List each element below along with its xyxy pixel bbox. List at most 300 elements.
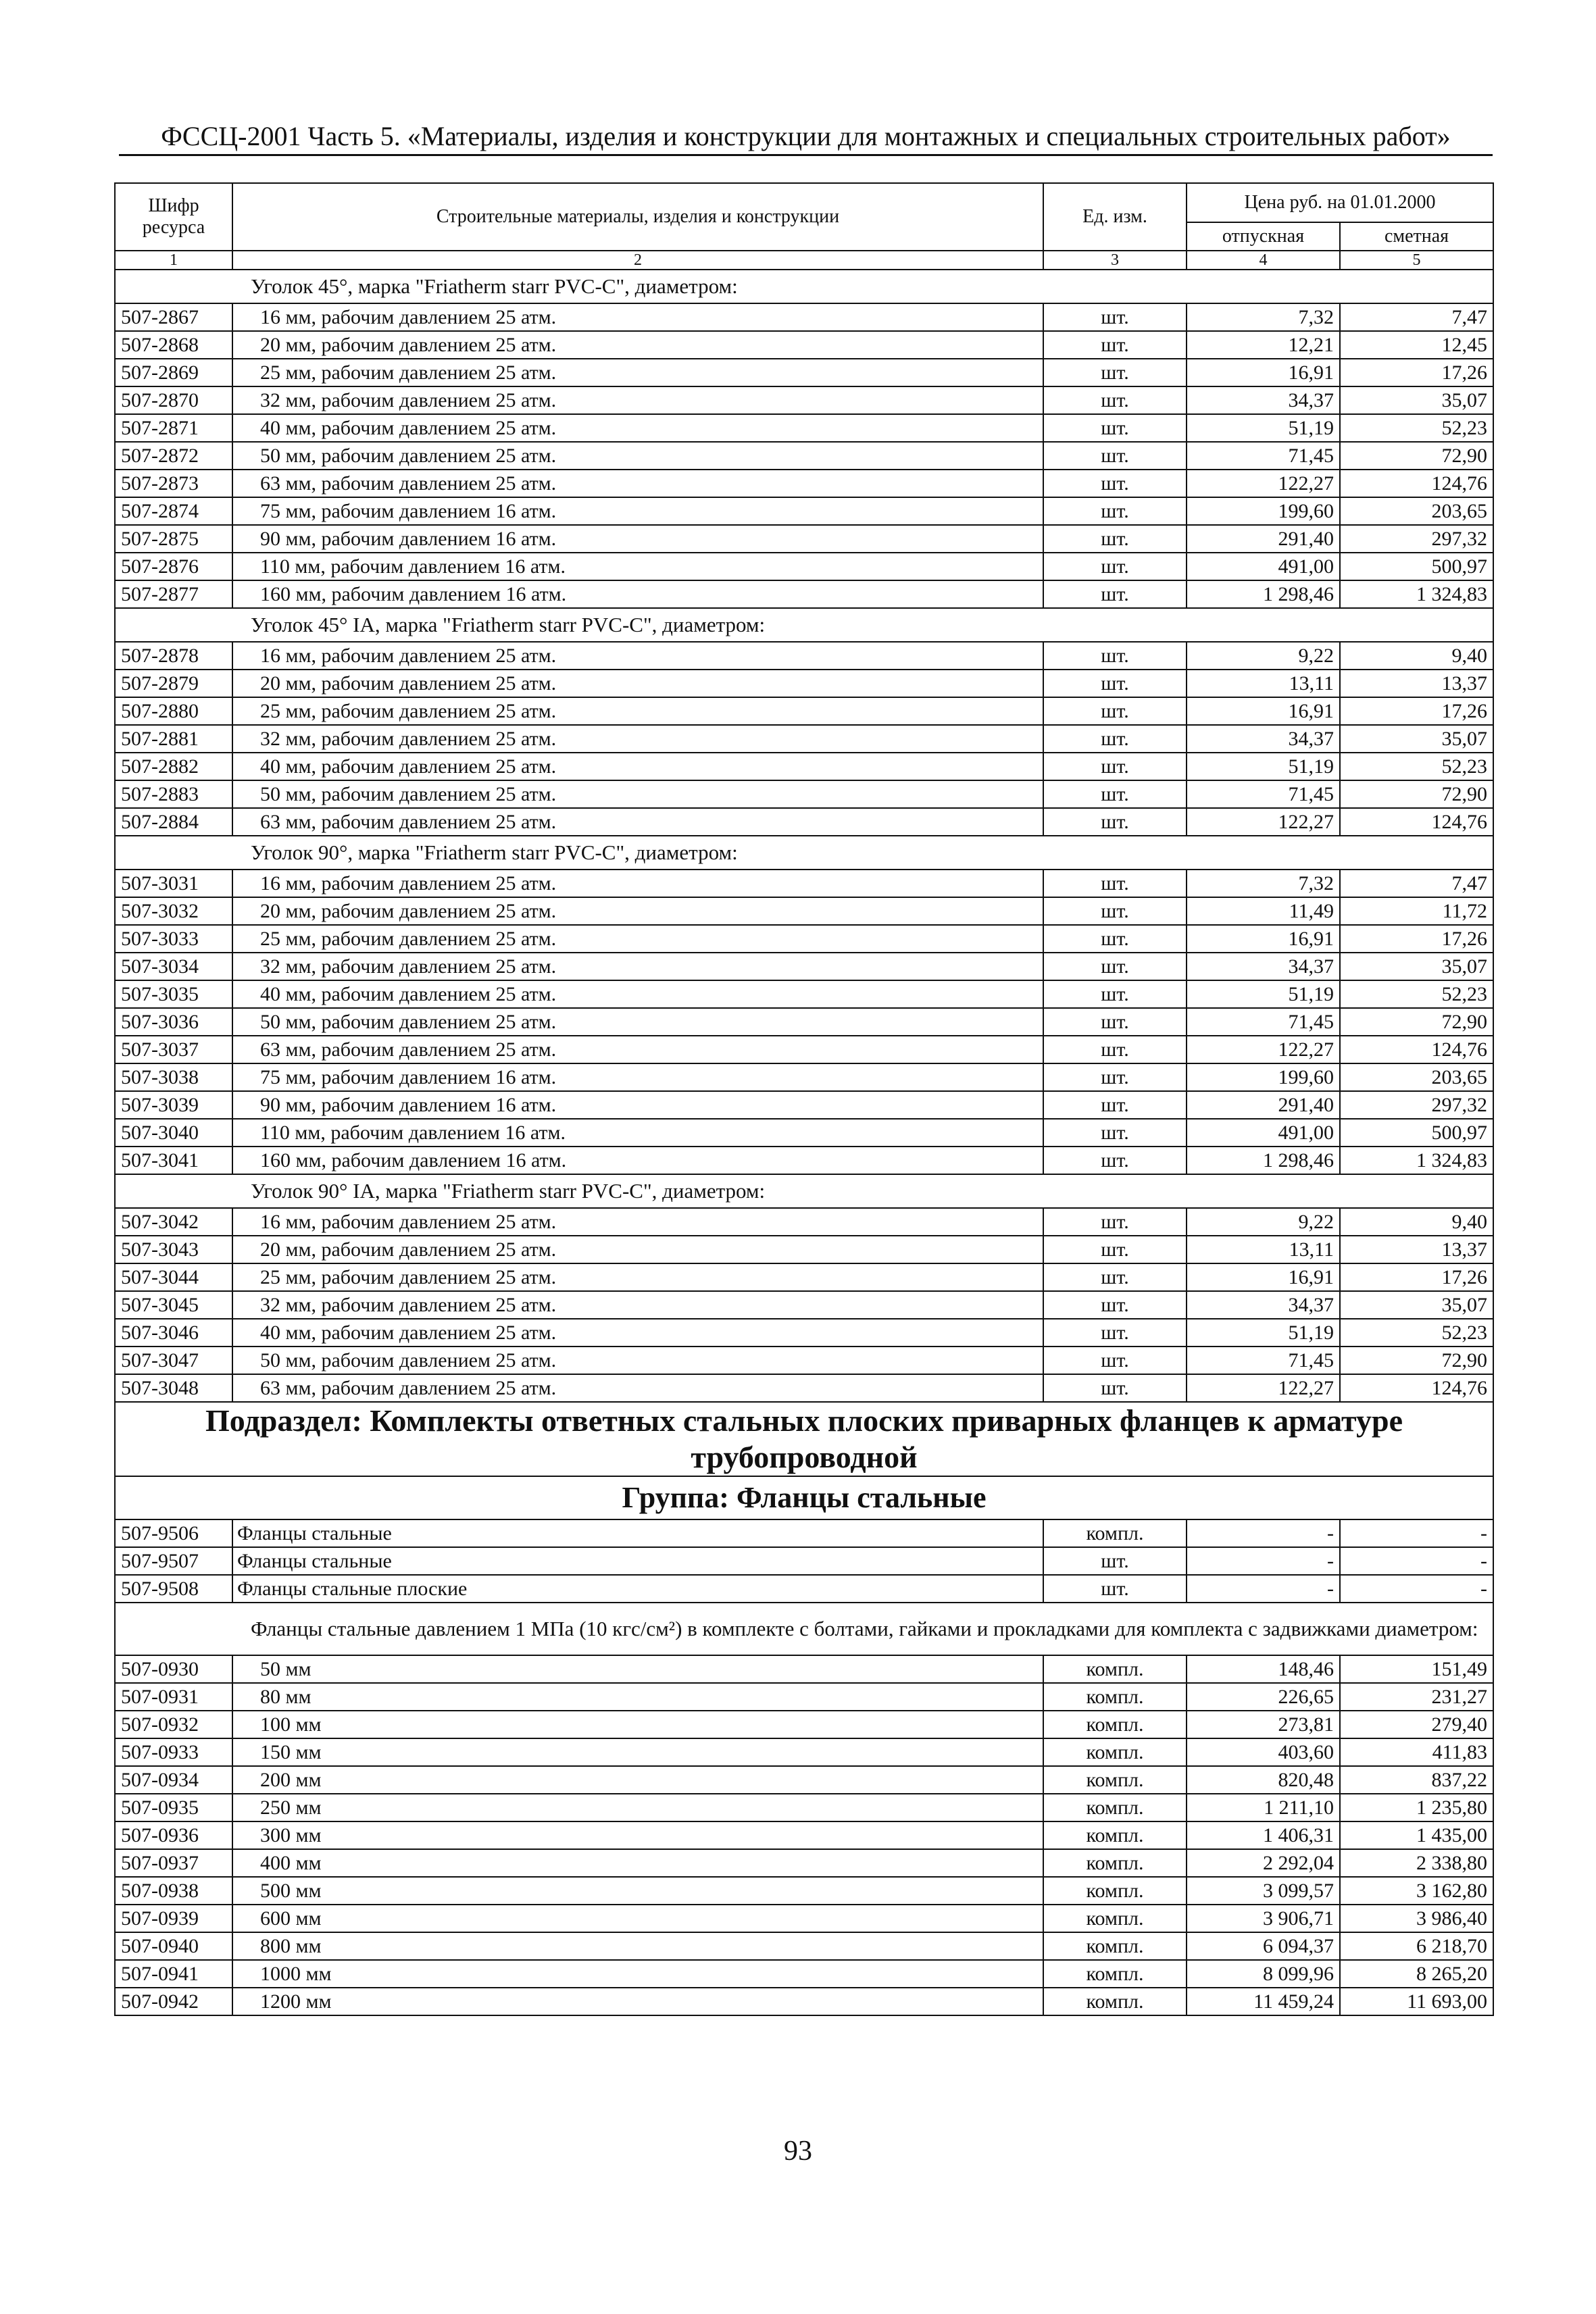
table-row bbox=[115, 1519, 1493, 1547]
item-name: 25 мм, рабочим давлением 25 атм. bbox=[232, 1263, 1043, 1291]
section-title: Уголок 45°, марка "Friatherm starr PVC-C", диаметром: bbox=[115, 270, 1493, 303]
resource-code: 507-3034 bbox=[115, 953, 232, 980]
resource-code: 507-2871 bbox=[115, 414, 232, 442]
price-release: 1 211,10 bbox=[1187, 1794, 1340, 1821]
table-row bbox=[115, 1063, 1493, 1091]
table-row bbox=[115, 980, 1493, 1008]
table-row bbox=[115, 1036, 1493, 1063]
unit: шт. bbox=[1043, 1236, 1187, 1263]
item-name: 20 мм, рабочим давлением 25 атм. bbox=[232, 897, 1043, 925]
price-release: 34,37 bbox=[1187, 725, 1340, 753]
unit: шт. bbox=[1043, 1091, 1187, 1119]
price-estimate: 837,22 bbox=[1340, 1766, 1493, 1794]
price-estimate: 1 435,00 bbox=[1340, 1821, 1493, 1849]
table-row bbox=[115, 303, 1493, 331]
price-estimate: 3 162,80 bbox=[1340, 1877, 1493, 1905]
resource-code: 507-2882 bbox=[115, 753, 232, 780]
unit: шт. bbox=[1043, 1263, 1187, 1291]
price-estimate: 1 324,83 bbox=[1340, 1147, 1493, 1174]
price-estimate: 52,23 bbox=[1340, 980, 1493, 1008]
table-row bbox=[115, 1008, 1493, 1036]
price-release: 491,00 bbox=[1187, 553, 1340, 580]
price-estimate: 411,83 bbox=[1340, 1738, 1493, 1766]
table-row bbox=[115, 1236, 1493, 1263]
item-name: 32 мм, рабочим давлением 25 атм. bbox=[232, 725, 1043, 753]
price-estimate: 72,90 bbox=[1340, 1347, 1493, 1374]
price-estimate: 203,65 bbox=[1340, 497, 1493, 525]
item-name: 150 мм bbox=[232, 1738, 1043, 1766]
unit: шт. bbox=[1043, 870, 1187, 897]
unit: шт. bbox=[1043, 442, 1187, 470]
price-estimate: 124,76 bbox=[1340, 1374, 1493, 1402]
price-release: 3 099,57 bbox=[1187, 1877, 1340, 1905]
section-title: Уголок 90° IA, марка "Friatherm starr PVC-C", диаметром: bbox=[115, 1174, 1493, 1208]
table-row bbox=[115, 870, 1493, 897]
unit: шт. bbox=[1043, 414, 1187, 442]
header-divider bbox=[119, 154, 1493, 156]
table-row bbox=[115, 642, 1493, 670]
resource-code: 507-9506 bbox=[115, 1519, 232, 1547]
group-title: Группа: Фланцы стальные bbox=[115, 1476, 1493, 1519]
price-estimate: 35,07 bbox=[1340, 953, 1493, 980]
table-row bbox=[115, 414, 1493, 442]
subsection-row bbox=[115, 1402, 1493, 1476]
resource-code: 507-2869 bbox=[115, 359, 232, 386]
unit: компл. bbox=[1043, 1960, 1187, 1988]
resource-code: 507-0934 bbox=[115, 1766, 232, 1794]
table-row bbox=[115, 1821, 1493, 1849]
price-estimate: 13,37 bbox=[1340, 670, 1493, 697]
price-estimate: 1 235,80 bbox=[1340, 1794, 1493, 1821]
table-row bbox=[115, 1347, 1493, 1374]
item-name: 16 мм, рабочим давлением 25 атм. bbox=[232, 870, 1043, 897]
price-release: 16,91 bbox=[1187, 697, 1340, 725]
unit: шт. bbox=[1043, 780, 1187, 808]
item-name: 32 мм, рабочим давлением 25 атм. bbox=[232, 1291, 1043, 1319]
item-name: 80 мм bbox=[232, 1683, 1043, 1711]
resource-code: 507-2876 bbox=[115, 553, 232, 580]
unit: шт. bbox=[1043, 1063, 1187, 1091]
resource-code: 507-3037 bbox=[115, 1036, 232, 1063]
table-row bbox=[115, 780, 1493, 808]
resource-code: 507-2873 bbox=[115, 470, 232, 497]
unit: шт. bbox=[1043, 670, 1187, 697]
item-name: 40 мм, рабочим давлением 25 атм. bbox=[232, 753, 1043, 780]
unit: шт. bbox=[1043, 1036, 1187, 1063]
item-name: 20 мм, рабочим давлением 25 атм. bbox=[232, 331, 1043, 359]
price-estimate: 151,49 bbox=[1340, 1655, 1493, 1683]
price-release: 226,65 bbox=[1187, 1683, 1340, 1711]
resource-code: 507-3031 bbox=[115, 870, 232, 897]
table-row bbox=[115, 1932, 1493, 1960]
table-row bbox=[115, 697, 1493, 725]
price-release: 51,19 bbox=[1187, 1319, 1340, 1347]
resource-code: 507-3039 bbox=[115, 1091, 232, 1119]
unit: компл. bbox=[1043, 1738, 1187, 1766]
resource-code: 507-2878 bbox=[115, 642, 232, 670]
unit: шт. bbox=[1043, 1347, 1187, 1374]
table-row bbox=[115, 1988, 1493, 2015]
unit: шт. bbox=[1043, 553, 1187, 580]
table-row bbox=[115, 725, 1493, 753]
price-estimate: 8 265,20 bbox=[1340, 1960, 1493, 1988]
item-name: 50 мм, рабочим давлением 25 атм. bbox=[232, 1008, 1043, 1036]
resource-code: 507-9508 bbox=[115, 1575, 232, 1603]
price-release: 13,11 bbox=[1187, 670, 1340, 697]
item-name: 800 мм bbox=[232, 1932, 1043, 1960]
price-release: 491,00 bbox=[1187, 1119, 1340, 1147]
resource-code: 507-3040 bbox=[115, 1119, 232, 1147]
price-estimate: 72,90 bbox=[1340, 1008, 1493, 1036]
resource-code: 507-3043 bbox=[115, 1236, 232, 1263]
table-row bbox=[115, 553, 1493, 580]
section-heading-row bbox=[115, 1603, 1493, 1655]
price-release: 16,91 bbox=[1187, 1263, 1340, 1291]
price-release: 16,91 bbox=[1187, 359, 1340, 386]
item-name: 25 мм, рабочим давлением 25 атм. bbox=[232, 925, 1043, 953]
price-estimate: 11 693,00 bbox=[1340, 1988, 1493, 2015]
resource-code: 507-2880 bbox=[115, 697, 232, 725]
header-name: Строительные материалы, изделия и конструкции bbox=[232, 183, 1043, 251]
price-release: 11 459,24 bbox=[1187, 1988, 1340, 2015]
price-estimate: - bbox=[1340, 1519, 1493, 1547]
resource-code: 507-0933 bbox=[115, 1738, 232, 1766]
price-estimate: 297,32 bbox=[1340, 1091, 1493, 1119]
header-price-estimate: сметная bbox=[1340, 222, 1493, 251]
unit: шт. bbox=[1043, 808, 1187, 836]
price-estimate: 17,26 bbox=[1340, 697, 1493, 725]
unit: шт. bbox=[1043, 525, 1187, 553]
resource-code: 507-3045 bbox=[115, 1291, 232, 1319]
unit: компл. bbox=[1043, 1932, 1187, 1960]
unit: шт. bbox=[1043, 331, 1187, 359]
unit: шт. bbox=[1043, 1575, 1187, 1603]
resource-code: 507-0932 bbox=[115, 1711, 232, 1738]
subsection-title: Подраздел: Комплекты ответных стальных плоских приварных фланцев к арматуре трубопроводной bbox=[115, 1402, 1493, 1476]
resource-code: 507-0931 bbox=[115, 1683, 232, 1711]
item-name: Фланцы стальные bbox=[232, 1519, 1043, 1547]
resource-code: 507-2872 bbox=[115, 442, 232, 470]
unit: шт. bbox=[1043, 925, 1187, 953]
unit: шт. bbox=[1043, 470, 1187, 497]
unit: шт. bbox=[1043, 897, 1187, 925]
item-name: 32 мм, рабочим давлением 25 атм. bbox=[232, 953, 1043, 980]
table-row bbox=[115, 359, 1493, 386]
price-estimate: 52,23 bbox=[1340, 414, 1493, 442]
unit: шт. bbox=[1043, 303, 1187, 331]
resource-code: 507-2881 bbox=[115, 725, 232, 753]
table-row bbox=[115, 386, 1493, 414]
table-row bbox=[115, 1655, 1493, 1683]
item-name: 50 мм, рабочим давлением 25 атм. bbox=[232, 1347, 1043, 1374]
price-estimate: 12,45 bbox=[1340, 331, 1493, 359]
price-release: 71,45 bbox=[1187, 1347, 1340, 1374]
item-name: Фланцы стальные плоские bbox=[232, 1575, 1043, 1603]
price-estimate: 1 324,83 bbox=[1340, 580, 1493, 608]
item-name: 20 мм, рабочим давлением 25 атм. bbox=[232, 670, 1043, 697]
resource-code: 507-0937 bbox=[115, 1849, 232, 1877]
table-row bbox=[115, 1291, 1493, 1319]
price-release: 1 298,46 bbox=[1187, 580, 1340, 608]
unit: шт. bbox=[1043, 1208, 1187, 1236]
unit: шт. bbox=[1043, 1119, 1187, 1147]
item-name: 400 мм bbox=[232, 1849, 1043, 1877]
table-row bbox=[115, 1794, 1493, 1821]
price-estimate: 17,26 bbox=[1340, 1263, 1493, 1291]
price-estimate: 9,40 bbox=[1340, 642, 1493, 670]
price-release: 291,40 bbox=[1187, 1091, 1340, 1119]
item-name: 110 мм, рабочим давлением 16 атм. bbox=[232, 553, 1043, 580]
price-estimate: 9,40 bbox=[1340, 1208, 1493, 1236]
item-name: 1000 мм bbox=[232, 1960, 1043, 1988]
price-release: 51,19 bbox=[1187, 980, 1340, 1008]
price-estimate: 500,97 bbox=[1340, 1119, 1493, 1147]
unit: компл. bbox=[1043, 1711, 1187, 1738]
price-estimate: 7,47 bbox=[1340, 870, 1493, 897]
section-heading-row bbox=[115, 608, 1493, 642]
unit: шт. bbox=[1043, 386, 1187, 414]
item-name: 75 мм, рабочим давлением 16 атм. bbox=[232, 1063, 1043, 1091]
section-title: Фланцы стальные давлением 1 МПа (10 кгс/см²) в комплекте с болтами, гайками и прокладками для комплекта с задвижками диаметром: bbox=[115, 1603, 1493, 1655]
resource-code: 507-3046 bbox=[115, 1319, 232, 1347]
resource-code: 507-0935 bbox=[115, 1794, 232, 1821]
resource-code: 507-2874 bbox=[115, 497, 232, 525]
item-name: 25 мм, рабочим давлением 25 атм. bbox=[232, 697, 1043, 725]
price-estimate: 52,23 bbox=[1340, 753, 1493, 780]
item-name: 160 мм, рабочим давлением 16 атм. bbox=[232, 1147, 1043, 1174]
price-estimate: 279,40 bbox=[1340, 1711, 1493, 1738]
unit: шт. bbox=[1043, 359, 1187, 386]
table-row bbox=[115, 1374, 1493, 1402]
unit: компл. bbox=[1043, 1683, 1187, 1711]
price-estimate: 500,97 bbox=[1340, 553, 1493, 580]
item-name: 200 мм bbox=[232, 1766, 1043, 1794]
section-heading-row bbox=[115, 270, 1493, 303]
unit: шт. bbox=[1043, 753, 1187, 780]
unit: шт. bbox=[1043, 1147, 1187, 1174]
table-row bbox=[115, 670, 1493, 697]
price-estimate: 13,37 bbox=[1340, 1236, 1493, 1263]
unit: шт. bbox=[1043, 497, 1187, 525]
header-code: Шифр ресурса bbox=[115, 183, 232, 251]
table-row bbox=[115, 1208, 1493, 1236]
price-release: 403,60 bbox=[1187, 1738, 1340, 1766]
item-name: 32 мм, рабочим давлением 25 атм. bbox=[232, 386, 1043, 414]
item-name: 40 мм, рабочим давлением 25 атм. bbox=[232, 1319, 1043, 1347]
price-release: 7,32 bbox=[1187, 870, 1340, 897]
price-release: 122,27 bbox=[1187, 1374, 1340, 1402]
unit: компл. bbox=[1043, 1794, 1187, 1821]
unit: шт. bbox=[1043, 1547, 1187, 1575]
price-estimate: 124,76 bbox=[1340, 470, 1493, 497]
price-estimate: 72,90 bbox=[1340, 442, 1493, 470]
table-row bbox=[115, 331, 1493, 359]
price-release: 51,19 bbox=[1187, 753, 1340, 780]
price-release: 9,22 bbox=[1187, 642, 1340, 670]
table-row bbox=[115, 1711, 1493, 1738]
unit: шт. bbox=[1043, 642, 1187, 670]
resource-code: 507-3048 bbox=[115, 1374, 232, 1402]
resource-code: 507-0941 bbox=[115, 1960, 232, 1988]
price-estimate: 72,90 bbox=[1340, 780, 1493, 808]
resource-code: 507-2868 bbox=[115, 331, 232, 359]
resource-code: 507-2867 bbox=[115, 303, 232, 331]
item-name: 50 мм, рабочим давлением 25 атм. bbox=[232, 442, 1043, 470]
table-row bbox=[115, 897, 1493, 925]
resource-code: 507-3033 bbox=[115, 925, 232, 953]
price-release: 199,60 bbox=[1187, 497, 1340, 525]
price-estimate: 17,26 bbox=[1340, 359, 1493, 386]
price-release: 273,81 bbox=[1187, 1711, 1340, 1738]
item-name: 20 мм, рабочим давлением 25 атм. bbox=[232, 1236, 1043, 1263]
item-name: 16 мм, рабочим давлением 25 атм. bbox=[232, 642, 1043, 670]
price-release: - bbox=[1187, 1547, 1340, 1575]
table-row bbox=[115, 1147, 1493, 1174]
price-release: 34,37 bbox=[1187, 386, 1340, 414]
item-name: 63 мм, рабочим давлением 25 атм. bbox=[232, 1374, 1043, 1402]
item-name: 40 мм, рабочим давлением 25 атм. bbox=[232, 414, 1043, 442]
resource-code: 507-0940 bbox=[115, 1932, 232, 1960]
resource-code: 507-2877 bbox=[115, 580, 232, 608]
table-row bbox=[115, 525, 1493, 553]
resource-code: 507-3044 bbox=[115, 1263, 232, 1291]
column-number: 2 bbox=[232, 251, 1043, 270]
resource-code: 507-0942 bbox=[115, 1988, 232, 2015]
page-number: 93 bbox=[784, 2136, 812, 2167]
resource-code: 507-0936 bbox=[115, 1821, 232, 1849]
page-header: ФССЦ-2001 Часть 5. «Материалы, изделия и конструкции для монтажных и специальных строительных работ» bbox=[161, 121, 1451, 151]
unit: компл. bbox=[1043, 1655, 1187, 1683]
header-price-group: Цена руб. на 01.01.2000 bbox=[1187, 183, 1493, 222]
price-table bbox=[114, 182, 1494, 2016]
item-name: 63 мм, рабочим давлением 25 атм. bbox=[232, 470, 1043, 497]
price-release: 51,19 bbox=[1187, 414, 1340, 442]
resource-code: 507-2875 bbox=[115, 525, 232, 553]
resource-code: 507-3036 bbox=[115, 1008, 232, 1036]
unit: компл. bbox=[1043, 1766, 1187, 1794]
price-estimate: 35,07 bbox=[1340, 1291, 1493, 1319]
resource-code: 507-3047 bbox=[115, 1347, 232, 1374]
price-release: 122,27 bbox=[1187, 808, 1340, 836]
table-row bbox=[115, 470, 1493, 497]
table-row bbox=[115, 1766, 1493, 1794]
price-estimate: 35,07 bbox=[1340, 725, 1493, 753]
price-release: 1 298,46 bbox=[1187, 1147, 1340, 1174]
unit: компл. bbox=[1043, 1849, 1187, 1877]
resource-code: 507-3035 bbox=[115, 980, 232, 1008]
item-name: Фланцы стальные bbox=[232, 1547, 1043, 1575]
price-release: 12,21 bbox=[1187, 331, 1340, 359]
price-release: 122,27 bbox=[1187, 470, 1340, 497]
item-name: 100 мм bbox=[232, 1711, 1043, 1738]
resource-code: 507-9507 bbox=[115, 1547, 232, 1575]
price-release: 7,32 bbox=[1187, 303, 1340, 331]
table-row bbox=[115, 1319, 1493, 1347]
item-name: 110 мм, рабочим давлением 16 атм. bbox=[232, 1119, 1043, 1147]
price-estimate: 203,65 bbox=[1340, 1063, 1493, 1091]
item-name: 1200 мм bbox=[232, 1988, 1043, 2015]
item-name: 63 мм, рабочим давлением 25 атм. bbox=[232, 1036, 1043, 1063]
unit: шт. bbox=[1043, 1291, 1187, 1319]
price-release: 71,45 bbox=[1187, 442, 1340, 470]
price-release: 148,46 bbox=[1187, 1655, 1340, 1683]
price-estimate: 17,26 bbox=[1340, 925, 1493, 953]
column-number: 5 bbox=[1340, 251, 1493, 270]
price-estimate: 297,32 bbox=[1340, 525, 1493, 553]
unit: шт. bbox=[1043, 725, 1187, 753]
table-row bbox=[115, 1091, 1493, 1119]
table-row bbox=[115, 1849, 1493, 1877]
item-name: 160 мм, рабочим давлением 16 атм. bbox=[232, 580, 1043, 608]
table-row bbox=[115, 1738, 1493, 1766]
resource-code: 507-0930 bbox=[115, 1655, 232, 1683]
resource-code: 507-2883 bbox=[115, 780, 232, 808]
column-number: 3 bbox=[1043, 251, 1187, 270]
item-name: 63 мм, рабочим давлением 25 атм. bbox=[232, 808, 1043, 836]
item-name: 90 мм, рабочим давлением 16 атм. bbox=[232, 1091, 1043, 1119]
unit: шт. bbox=[1043, 580, 1187, 608]
price-release: 34,37 bbox=[1187, 953, 1340, 980]
price-estimate: 3 986,40 bbox=[1340, 1905, 1493, 1932]
section-title: Уголок 45° IA, марка "Friatherm starr PVC-C", диаметром: bbox=[115, 608, 1493, 642]
item-name: 600 мм bbox=[232, 1905, 1043, 1932]
price-release: 3 906,71 bbox=[1187, 1905, 1340, 1932]
item-name: 90 мм, рабочим давлением 16 атм. bbox=[232, 525, 1043, 553]
item-name: 16 мм, рабочим давлением 25 атм. bbox=[232, 303, 1043, 331]
resource-code: 507-0938 bbox=[115, 1877, 232, 1905]
column-number: 4 bbox=[1187, 251, 1340, 270]
resource-code: 507-3032 bbox=[115, 897, 232, 925]
resource-code: 507-3042 bbox=[115, 1208, 232, 1236]
table-row bbox=[115, 1683, 1493, 1711]
price-estimate: 7,47 bbox=[1340, 303, 1493, 331]
item-name: 500 мм bbox=[232, 1877, 1043, 1905]
resource-code: 507-2870 bbox=[115, 386, 232, 414]
price-release: 71,45 bbox=[1187, 1008, 1340, 1036]
item-name: 250 мм bbox=[232, 1794, 1043, 1821]
table-row bbox=[115, 442, 1493, 470]
header-unit: Ед. изм. bbox=[1043, 183, 1187, 251]
table-row bbox=[115, 1263, 1493, 1291]
item-name: 50 мм bbox=[232, 1655, 1043, 1683]
table-row bbox=[115, 580, 1493, 608]
price-release: 199,60 bbox=[1187, 1063, 1340, 1091]
item-name: 16 мм, рабочим давлением 25 атм. bbox=[232, 1208, 1043, 1236]
item-name: 50 мм, рабочим давлением 25 атм. bbox=[232, 780, 1043, 808]
table-row bbox=[115, 1575, 1493, 1603]
table-row bbox=[115, 1547, 1493, 1575]
price-release: 9,22 bbox=[1187, 1208, 1340, 1236]
unit: компл. bbox=[1043, 1905, 1187, 1932]
price-estimate: 52,23 bbox=[1340, 1319, 1493, 1347]
item-name: 300 мм bbox=[232, 1821, 1043, 1849]
table-row bbox=[115, 808, 1493, 836]
table-row bbox=[115, 1877, 1493, 1905]
unit: компл. bbox=[1043, 1988, 1187, 2015]
table-row bbox=[115, 753, 1493, 780]
price-estimate: 124,76 bbox=[1340, 1036, 1493, 1063]
resource-code: 507-0939 bbox=[115, 1905, 232, 1932]
price-release: 11,49 bbox=[1187, 897, 1340, 925]
price-estimate: - bbox=[1340, 1575, 1493, 1603]
resource-code: 507-3038 bbox=[115, 1063, 232, 1091]
price-release: 122,27 bbox=[1187, 1036, 1340, 1063]
price-estimate: 231,27 bbox=[1340, 1683, 1493, 1711]
column-number: 1 bbox=[115, 251, 232, 270]
table-row bbox=[115, 497, 1493, 525]
price-release: 6 094,37 bbox=[1187, 1932, 1340, 1960]
resource-code: 507-2884 bbox=[115, 808, 232, 836]
